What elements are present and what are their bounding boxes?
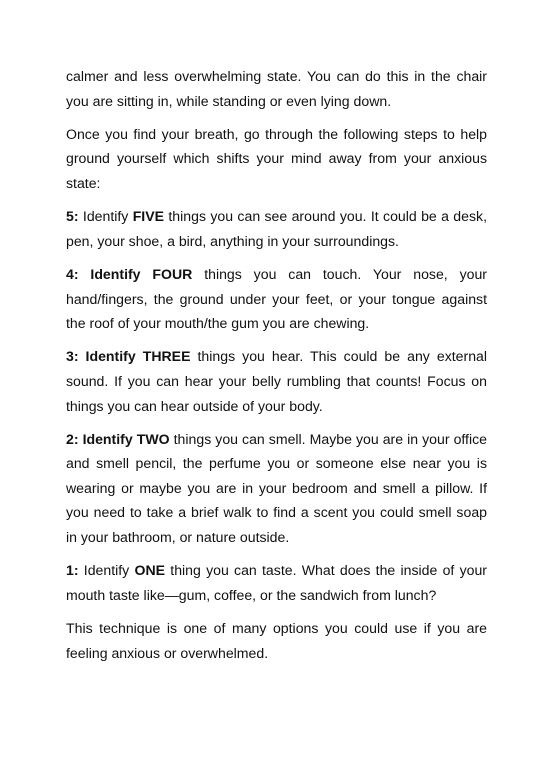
intro-paragraph: calmer and less overwhelming state. You can do this in the chair you are sitting in, while standing or even lying down. xyxy=(66,68,487,109)
step-four-heading: 4: Identify FOUR xyxy=(66,265,193,282)
step-five-number: 5: xyxy=(66,208,79,225)
step-three-text: things you hear. This could be any external sound. If you can hear your belly rumbling that counts! Focus on things you can hear outside of your body. xyxy=(66,348,488,414)
step-four-text: things you can touch. Your nose, your hand/fingers, the ground under your feet, or your tongue against the roof of your mouth/the gum you are chewing. xyxy=(66,265,487,332)
step-five-lead: Identify xyxy=(78,208,133,225)
step-one-number: 1: xyxy=(66,562,79,579)
step-five-paragraph xyxy=(66,204,487,253)
step-five-text: things you can see around you. It could be a desk, pen, your shoe, a bird, anything in your surroundings. xyxy=(66,208,487,249)
step-three-heading: 3: Identify THREE xyxy=(66,348,191,365)
step-two-paragraph xyxy=(66,427,487,550)
document-page xyxy=(66,64,487,674)
step-three-paragraph xyxy=(66,344,487,418)
breath-paragraph: Once you find your breath, go through the following steps to help ground yourself which shifts your mind away from your anxious state: xyxy=(66,125,487,191)
step-five-keyword: FIVE xyxy=(132,208,165,225)
step-one-keyword: ONE xyxy=(134,562,166,579)
step-one-lead: Identify xyxy=(78,562,135,579)
step-one-paragraph xyxy=(66,558,487,607)
step-two-heading: 2: Identify TWO xyxy=(66,430,170,447)
closing-paragraph: This technique is one of many options you could use if you are feeling anxious or overwhelmed. xyxy=(66,620,487,661)
step-one-text: thing you can taste. What does the inside of your mouth taste like—gum, coffee, or the sandwich from lunch? xyxy=(66,562,487,603)
step-two-text: things you can smell. Maybe you are in your office and smell pencil, the perfume you or someone else near you is wearing or maybe you are in your bedroom and smell a pillow. If you need to take a brief walk to find a scent you could smell soap in your bathroom, or nature outside. xyxy=(66,430,487,546)
step-four-paragraph xyxy=(66,262,487,336)
